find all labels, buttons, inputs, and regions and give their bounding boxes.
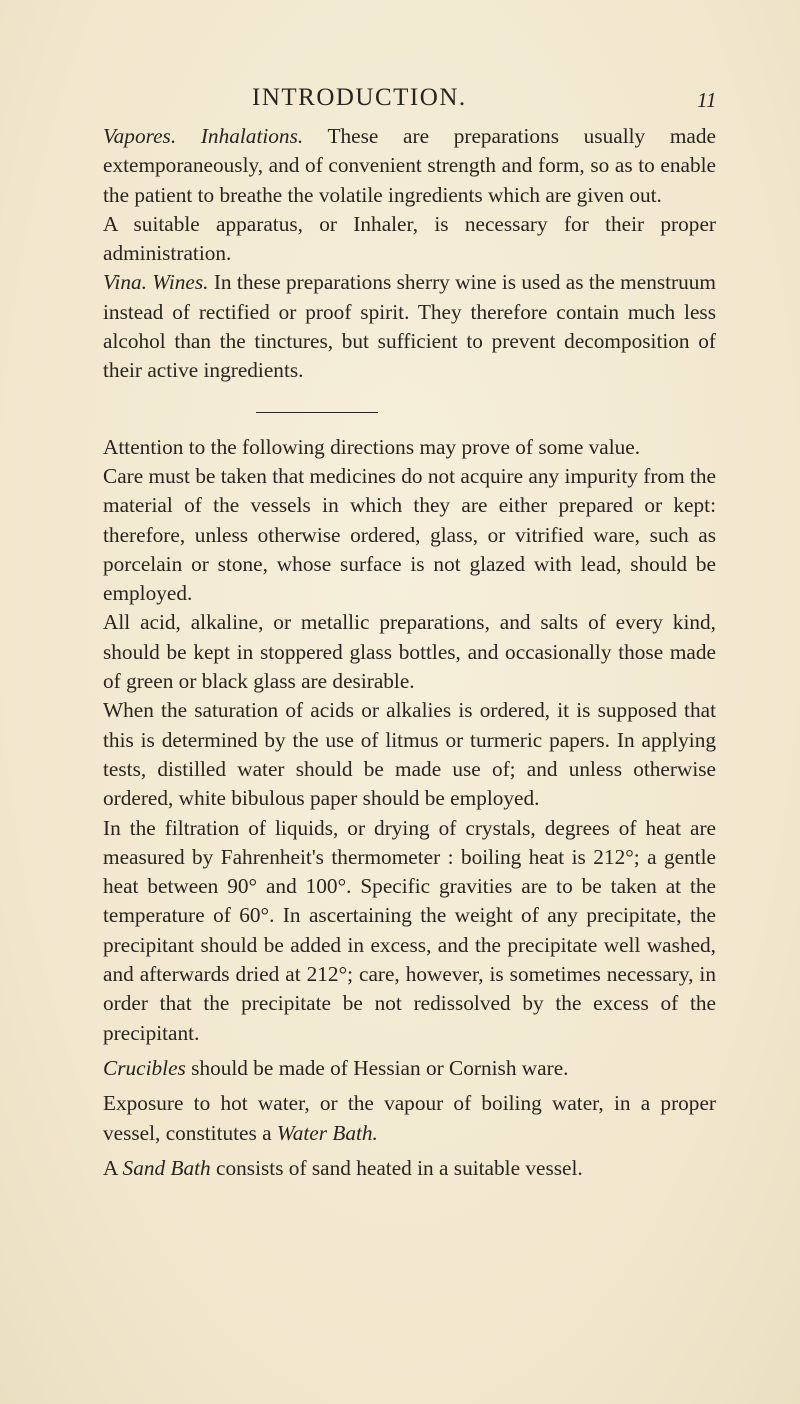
page-header (0, 84, 800, 114)
paragraph-care (103, 462, 716, 608)
paragraph-inhaler (103, 210, 716, 269)
paragraph-crucibles (103, 1054, 716, 1083)
text-vapores: These are preparations usually made extemporaneously, and of convenient strength and form, so as to enable the patient to breathe the volatile ingredients which are given out. (103, 124, 716, 207)
text-acid: All acid, alkaline, or metallic preparations, and salts of every kind, should be kept in stoppered glass bottles, and occasionally those made of green or black glass are desirable. (103, 610, 716, 694)
term-sand-bath: Sand Bath (122, 1155, 211, 1180)
text-vina: In these preparations sherry wine is used as the menstruum instead of rectified or proof spirit. They therefore contain much less alcohol than the tinctures, but sufficient to prevent decomposition of their active ingredients. (103, 270, 717, 383)
text-inhaler: A suitable apparatus, or Inhaler, is necessary for their proper administration. (103, 211, 716, 266)
heading-vina: Vina. Wines. (103, 270, 209, 295)
term-water-bath: Water Bath. (276, 1120, 378, 1145)
paragraph-vina (103, 268, 716, 385)
section-divider (256, 412, 378, 413)
paragraph-attention (103, 433, 716, 462)
text-sand-bath: consists of sand heated in a suitable vessel. (216, 1155, 583, 1180)
paragraph-sand-bath (103, 1154, 716, 1183)
heading-crucibles: Crucibles (103, 1055, 186, 1080)
page-body (103, 122, 716, 1183)
paragraph-saturation (103, 696, 716, 813)
text-water-bath: Exposure to hot water, or the vapour of boiling water, in a proper vessel, constitutes a (103, 1091, 716, 1145)
page-number: 11 (697, 88, 717, 112)
text-saturation: When the saturation of acids or alkalies is ordered, it is supposed that this is determined by the use of litmus or turmeric papers. In applying tests, distilled water should be made use of; and unless otherwise ordered, white bibulous paper should be employed. (103, 698, 716, 811)
heading-vapores: Vapores. Inhalations. (103, 124, 304, 148)
paragraph-filtration (103, 814, 716, 1048)
text-care: Care must be taken that medicines do not acquire any impurity from the material of the vessels in which they are either prepared or kept: therefore, unless otherwise ordered, glass, or vitrified ware, such as porcelain or stone, whose surface is not glazed with lead, should be employed. (103, 463, 716, 606)
prefix-sand-bath: A (103, 1155, 118, 1180)
text-filtration: In the filtration of liquids, or drying of crystals, degrees of heat are measured by Fahrenheit's thermometer : boiling heat is 212°; a gentle heat between 90° and 100°. Specific gravities are to be taken at the temperature of 60°. In ascertaining the weight of any precipitate, the precipitant should be added in excess, and the precipitate well washed, and afterwards dried at 212°; care, however, is sometimes necessary, in order that the precipitate be not redissolved by the excess of the precipitant. (103, 815, 716, 1045)
paragraph-acid (103, 608, 716, 696)
text-crucibles: should be made of Hessian or Cornish ware. (191, 1055, 569, 1080)
text-attention: Attention to the following directions may prove of some value. (103, 434, 641, 459)
paragraph-vapores (103, 122, 716, 210)
running-head: INTRODUCTION. (252, 84, 467, 111)
paragraph-water-bath (103, 1089, 716, 1148)
